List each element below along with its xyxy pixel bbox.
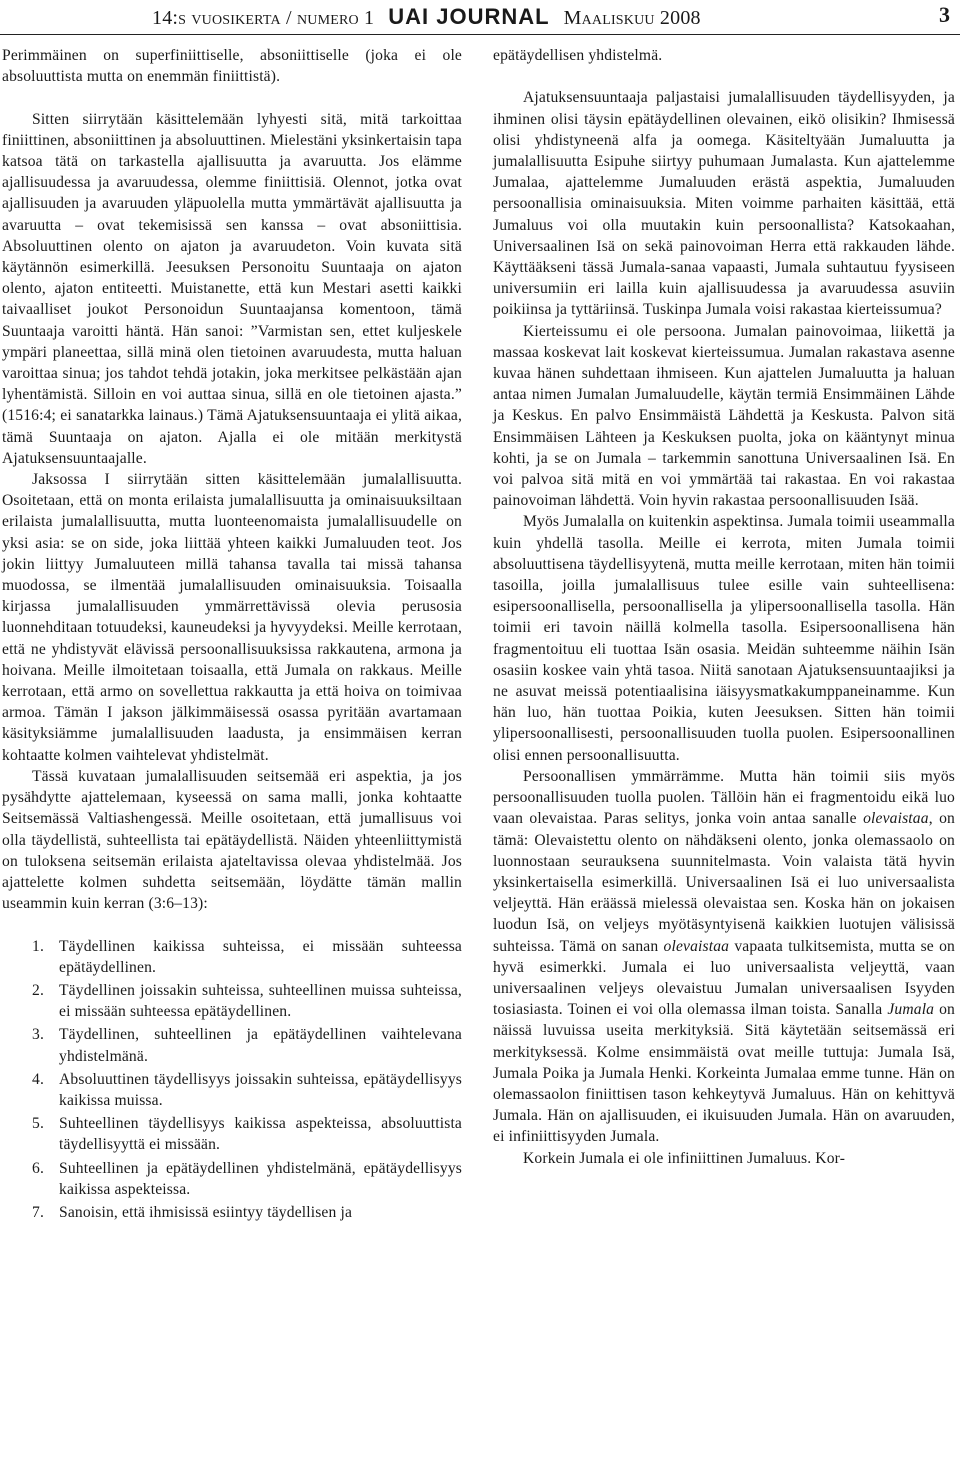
paragraph: Sitten siirrytään käsittelemään lyhyesti sitä, mitä tarkoittaa finiittinen, absoniittinen ja absoluuttinen. Mielestäni yksinkertaisin tapa katsoa tätä on tarkastella ajallisuutta ja avaruutta. Jos elämme ajallisuudessa ja avaruudessa, olemme finiittisiä. Olennot, jotka ovat ajallisuuden ja avaruuden yläpuolella mutta ymmärtävät ajallisuutta ja avaruutta – ovat tekemisissä sen kanssa – ovat absoniittisia. Absoluuttinen olento on ajaton ja avaruudeton. Voin kuvata sitä käytännön esimerkillä. Jeesuksen Personoitu Suuntaaja on ajaton olento, ajaton entiteetti. Muistanette, että kun Mestari asetti kaikki taivaalliset joukot Personoidun Suuntaajansa komentoon, tämä Suuntaaja varoitti häntä. Hän sanoi: ”Varmistan sen, ettet kuljeskele ympäri planeettaa, sillä minä olen tietoinen avaruudesta, mutta haluan varoittaa sinua; jos tahdot tehdä jotakin, joka merkitsee pelkästään ajan lyhentämistä. Silloin en voi auttaa sinua, sillä en ole tietoinen ajasta.” (1516:4; ei sanatarkka lainaus.) Tämä Ajatuksensuuntaaja ei ylitä aikaa, tämä Suuntaaja on ajaton. Ajalla ei ole mitään merkitystä Ajatuksensuuntaajalle. (2, 110, 462, 467)
paragraph: Korkein Jumala ei ole infiniittinen Jumaluus. Kor- (523, 1149, 846, 1167)
paragraph: Perimmäinen on superfiniittiselle, absoniittiselle (joka ei ole absoluuttista mutta on enemmän finiittistä). (2, 47, 462, 86)
text-run: , on tämä: Olevaistettu olento on nähdäkseni olento, jonka olemassaolo on luonnostaan seurauksena suunnitelmasta. Voin valaista tätä hyvin yksinkertaisella esimerkillä. Universaalinen Isä ei luo universaalista veljeyttä. Hän eräässä mielessä olevaistaa sen. Koska hän on jokaisen luodun Isä, on veljeys myötäsyntyisenä kaikkien luotujen välisissä suhteissa. Tämä on sanan (493, 810, 955, 955)
list-number: 6. (32, 1159, 44, 1177)
list-text: Suhteellinen ja epätäydellinen yhdistelmänä, epätäydellisyys kaikissa aspekteissa. (59, 1159, 462, 1198)
list-item (2, 936, 462, 978)
running-header (152, 4, 701, 30)
paragraph (493, 766, 955, 1148)
list-number: 2. (32, 981, 44, 999)
list-text: Sanoisin, että ihmisissä esiintyy täydellisen ja (59, 1203, 353, 1221)
paragraph: Ajatuksensuuntaaja paljastaisi jumalallisuuden täydellisyyden, ja ihminen olisi täysin epätäydellinen olevainen, eikö olisikin? Ihmisessä olisi yhdistyneenä alfa ja oomega. Käsiteltyään Jumaluutta ja jumalallisuutta Esipuhe siirtyy puhumaan Jumalasta. Kun ajattelemme Jumalaa, ajattelemme Jumaluuden erästä aspektia, Jumaluuden persoonallisia ominaisuuksia. Miten voimme parhaiten käsittää, että Jumaluus voi olla muutakin kuin persoonallista? Katsokaahan, Universaalinen Isä on sekä painovoiman Herra että rakkauden lähde. Käyttääkseni tässä Jumala-sanaa vapaasti, Jumala suhtautuu fyysiseen universumiin eri lailla kuin ajallisuudessa ja avaruudessa asuviin poikiinsa ja tyttäriinsä. Tuskinpa Jumala voisi rakastaa kierteissumua? (493, 89, 955, 319)
page-number: 3 (939, 2, 950, 27)
paragraph: epätäydellisen yhdistelmä. (493, 47, 663, 64)
list-text: Täydellinen, suhteellinen ja epätäydellinen vaihtelevana yhdistelmänä. (59, 1026, 462, 1065)
issue-date: Maaliskuu 2008 (563, 7, 701, 29)
list-text: Täydellinen joissakin suhteissa, suhteellinen muissa suhteissa, ei missään suhteessa epätäydellinen. (59, 981, 462, 1021)
paragraph: Jaksossa I siirrytään sitten käsittelemään jumalallisuutta. Osoitetaan, että on monta erilaista jumalallisuutta ja ominaisuuksiltaan erilaista jumalallisuutta, mutta luonteenomaista jumalallisuudelle on yksi asia: se on side, joka liittää yhteen kaikki Jumaluuden teot. Jos jokin liittyy Jumaluuteen millä tahansa tavalla tai missä tahansa muodossa, se ilmentää jumalallisuuden ominaisuuksia. Toisaalla kirjassa jumalallisuuden ymmärrettävissä olevia perusosia luonnehditaan totuudeksi, kauneudeksi ja hyvyydeksi. Meille kerrotaan, että ne yhdistyvät elävissä persoonallisuuksissa rakkautena, armona ja hoivana. Meille ilmoitetaan toisaalla, että Jumala on rakkaus. Meille kerrotaan, että armo on sovellettua rakkautta ja että hoiva on toimivaa armoa. Tämän I jakson jälkimmäisessä osassa pyritään avartamaan käsityksiämme jumalallisuuden laadusta, ja ensimmäisen kerran kohtaatte kolmen vaihtelevat yhdistelmät. (2, 471, 462, 764)
list-item (2, 1113, 462, 1155)
numbered-list (2, 936, 462, 1224)
emphasis: Jumala (887, 1001, 935, 1019)
text-run: on näissä luvuissa useita merkityksiä. Sitä käytetään seitsemässä eri merkityksessä. Kolme ensimmäistä ovat meille tuttuja: Jumala Isä, Jumala Poika ja Jumala Henki. Korkeinta Jumalaa emme tunne. Hän on olemassaolon finiittisen tason kehkeytyvä Jumaluus. Hän on kehittyvä Jumala. Hän on ajallisuuden, ei ikuisuuden Jumala. Hän on avaruuden, ei infiniittisyyden Jumala. (493, 1001, 955, 1146)
list-text: Absoluuttinen täydellisyys joissakin suhteissa, epätäydellisyys kaikissa muissa. (59, 1070, 462, 1109)
right-column (493, 45, 955, 1169)
list-number: 5. (32, 1115, 44, 1133)
paragraph: Myös Jumalalla on kuitenkin aspektinsa. Jumala toimii useammalla kuin yhdellä tasolla. Meille ei kerrota, miten Jumala toimii absoluuttisena täydellisyytenä, mutta meille kerrotaan, miten hän toimii tasoilla, joilla jumalallisuus tulee esille vain suhteellisena: esipersoonallisella, persoonallisella ja ylipersoonallisella tasolla. Hän toimii eri tavoin näillä kolmella tasolla. Esipersoonallisena hän fragmentoituu eli tuottaa Isän osasia. Meidän suhteemme näihin Isän osasiin koskee vain yhtä tasoa. Niitä sanotaan Ajatuksensuuntaajiksi ja ne asuvat meissä potentiaalisina iäisyysmatkakumppaneinamme. Kun hän luo, hän tuottaa Poikia, kuten Jeesuksen. Sitten hän toimii ylipersoonallisesti, persoonallisuuden tuolla puolen. Esipersoonallinen olisi ennen persoonallisuutta. (493, 513, 955, 764)
emphasis: olevaistaa (863, 810, 929, 828)
page-header (0, 0, 960, 38)
text-run: Persoonallisen ymmärrämme. Mutta hän toimii siis myös persoonallisuuden tuolla puolen. Tällöin hän ei fragmentoidu eikä luo vaan olevaistaa. Paras selitys, jonka voin antaa sanalle (493, 767, 955, 828)
emphasis: olevaistaa (663, 937, 730, 955)
paragraph: Tässä kuvataan jumalallisuuden seitsemää eri aspektia, ja jos pysähdytte ajattelemaan, kyseessä on sama malli, jonka kohtaatte Seitsemässä Valtiashengessä. Meille osoitetaan, että jumallisuus voi olla täydellistä, suhteellista tai epätäydellistä. Näiden yhteenliittymistä on tuloksena seitsemän erilaista ajateltavissa olevaa yhdistelmää. Jos ajattelette kolmen suhdetta seitsemään, löydätte tämän mallin useammin kuin kerran (3:6–13): (2, 767, 462, 913)
left-column (2, 45, 462, 1225)
list-text: Täydellinen kaikissa suhteissa, ei missään suhteessa epätäydellinen. (59, 937, 462, 976)
list-number: 4. (32, 1070, 44, 1088)
list-item (2, 980, 462, 1022)
text-run: vapaata tulkitsemista, mutta se on hyvä esimerkki. Jumala ei luo universaalista veljeyttä, vaan universaalinen veljeys olevaistuu Jumalan universaalisen Isyyden tosiasiasta. Toinen ei voi olla olemassa ilman toista. Sanalla (493, 937, 955, 1019)
journal-name: UAI JOURNAL (388, 4, 550, 29)
list-item (2, 1158, 462, 1200)
issue-info: 14:s vuosikerta / numero 1 (152, 7, 375, 29)
list-item (2, 1069, 462, 1111)
list-item (2, 1202, 462, 1223)
paragraph: Kierteissumu ei ole persoona. Jumalan painovoimaa, liikettä ja massaa koskevat lait koskevat kierteissumua. Jumalan rakastava asenne kuvaa hänen suhdettaan ihmiseen. Kun ajattelen Jumaluutta ja haluan antaa nimen Jumalan Jumaluudelle, käytän termiä Ensimmäinen Lähde ja Keskus. En palvo Ensimmäistä Lähdettä ja Keskusta. Palvon sitä Ensimmäisen Lähteen ja Keskuksen puolta, joka on kääntynyt minua kohti, ja se on Jumala – tarkemmin sanottuna Universaalinen Isä. En voi palvoa sitä mitä en voi ymmärtää tai rakastaa. En voi rakastaa painovoiman lähdettä. Voin hyvin rakastaa persoonallisuuden Isää. (493, 322, 955, 510)
list-number: 3. (32, 1026, 44, 1044)
list-item (2, 1024, 462, 1066)
list-number: 1. (32, 937, 44, 955)
header-rule (0, 34, 960, 35)
list-text: Suhteellinen täydellisyys kaikissa aspekteissa, absoluuttista täydellisyyttä ei missään. (59, 1115, 462, 1154)
list-number: 7. (32, 1203, 44, 1221)
